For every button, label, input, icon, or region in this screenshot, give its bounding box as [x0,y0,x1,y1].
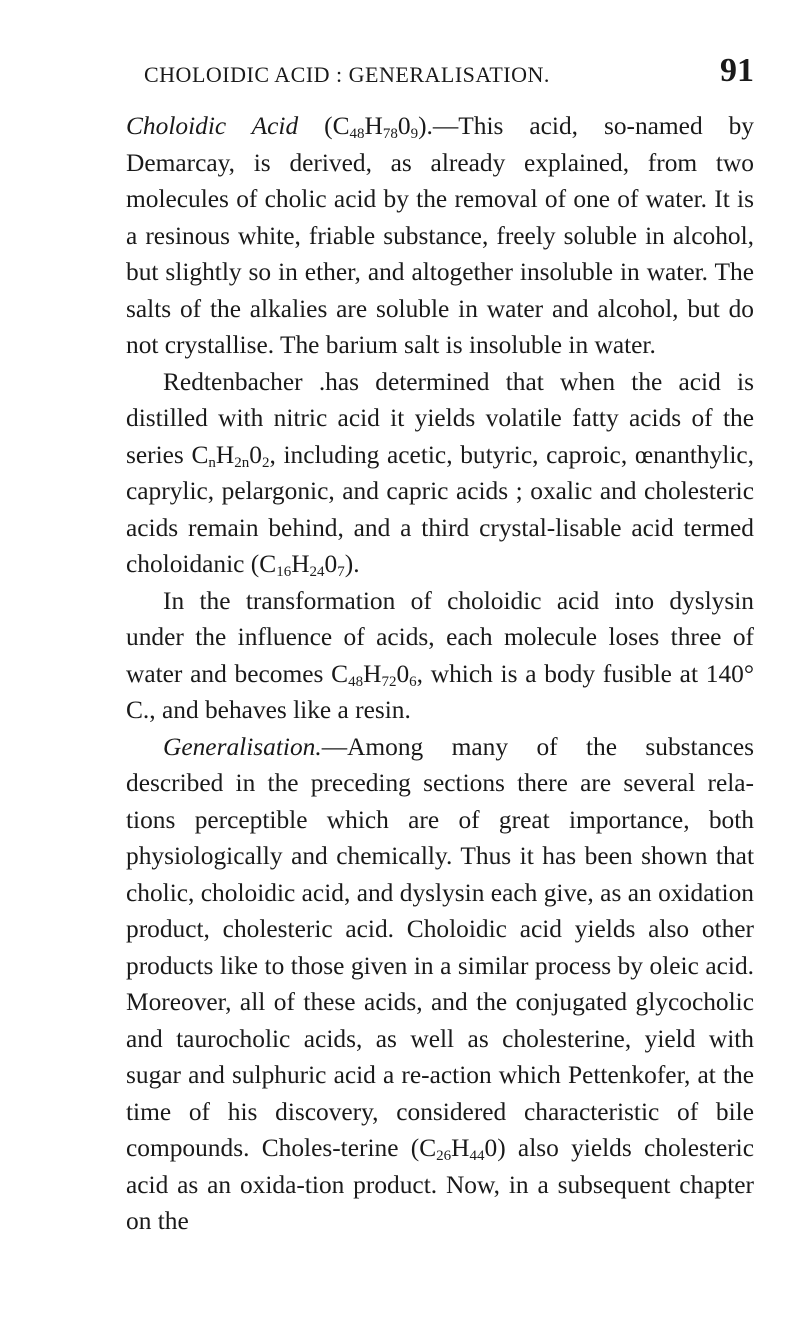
paragraph-transformation [126,583,754,729]
formula-sub: n [208,454,216,471]
term-choloidic-acid: Choloidic Acid [126,112,299,140]
formula-sub: 78 [382,126,398,142]
paragraph-text: In the transformation of choloidic acid into dyslysin under the influence of acids, each molecule loses three of water and becomes C [126,586,754,688]
formula-element: H [215,440,235,469]
paragraph-choloidic-acid [126,108,754,364]
paragraph-text: 0) also yields cholesteric acid as an oxida-tion product. Now, in a subsequent chapter on the [126,1134,754,1235]
formula-sub: 24 [309,564,325,580]
formula-element: H [363,659,382,688]
formula-sub: 26 [436,1148,452,1164]
paragraph-generalisation [126,729,754,1240]
formula-sub: 2 [261,454,270,471]
formula-sub: 9 [410,126,419,142]
paragraph-text: Redtenbacher .has determined that when the acid is distilled with nitric acid it yields volatile fatty acids of the series C [126,367,754,469]
formula-element: 0 [397,112,411,140]
paragraph-text: , including acetic, butyric, caproic, œnanthylic, caprylic, pelargonic, and capric acids ; oxalic and cholesteric acids remain behind, and a third crystal-lisable acid termed choloidanic (C [126,440,754,578]
body-text [126,108,754,1240]
formula-sub: 16 [276,564,292,580]
paragraph-text: —Among many of the substances described in the preceding sections there are several rela-tions perceptible which are of great importance, both physiologically and chemically. Thus it has been shown that cholic, choloidic acid, and dyslysin each give, as an oxidation product, cholesteric acid. Choloidic acid yields also other products like to those given in a similar process by oleic acid. Moreover, all of these acids, and the conjugated glycocholic and taurocholic acids, as well as cholesterine, yield with sugar and sulphuric acid a re-action which Pettenkofer, at the time of his discovery, considered characteristic of bile compounds. Choles-terine (C [126,732,754,1162]
formula-sub: 2n [234,454,250,471]
formula-sub: 6 [409,673,417,690]
paragraph-text: ). [344,550,360,578]
formula-sub: 48 [348,673,364,690]
formula-element: H [291,550,310,578]
formula-sub: 48 [349,126,365,142]
formula-close: ). [418,112,433,140]
running-head: CHOLOIDIC ACID : GENERALISATION. [144,62,550,87]
page-header [126,52,754,98]
formula-element: H [364,112,383,140]
term-generalisation: Generalisation. [163,732,322,761]
page-number: 91 [720,52,754,89]
formula-element: H [451,1134,470,1162]
paragraph-redtenbacher [126,364,754,583]
formula-sub: 44 [469,1148,485,1164]
formula-sub: 7 [337,564,345,580]
paragraph-text: , which is a body fusible at 140° C., and behaves like a resin. [126,659,754,724]
formula-sub: 72 [381,673,397,690]
formula-element: 0 [324,550,338,578]
formula-element: 0 [249,440,262,469]
formula-element: 0 [396,659,410,688]
formula-open: (C [324,112,350,140]
paragraph-text: —This acid, so-named by Demarcay, is derived, as already explained, from two molecules of cholic acid by the removal of one of water. It is a resinous white, friable substance, freely soluble in alcohol, but slightly so in ether, and altogether insoluble in water. The salts of the alkalies are soluble in water and alcohol, but do not crystallise. The barium salt is insoluble in water. [126,112,754,359]
